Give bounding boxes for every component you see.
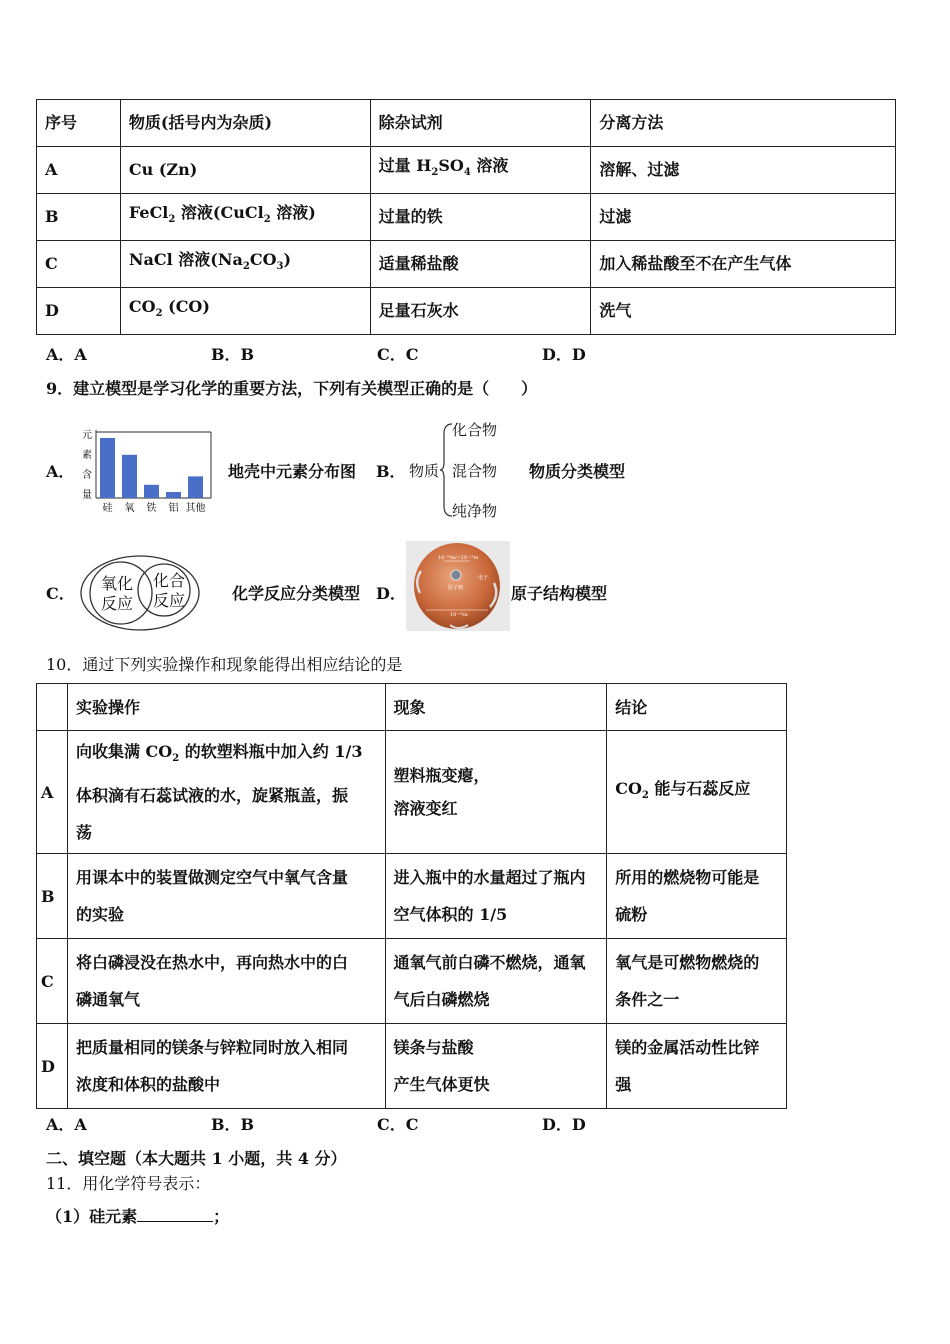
q10-option-d[interactable]: D．D [542, 1115, 586, 1134]
atom-top-scale: 10⁻¹⁴m～10⁻¹⁵m [438, 555, 479, 561]
venn-left-label [101, 574, 133, 614]
table-header-row [37, 684, 787, 731]
substance-cell: NaCl 溶液$(Na_2CO_3)$ [120, 241, 370, 288]
header-cell: 结论 [607, 684, 787, 731]
header-cell: 实验操作 [67, 684, 385, 731]
q9-option-d-label[interactable]: D． [376, 584, 406, 603]
x-tick-label: 铁 [146, 503, 157, 514]
classification-root: 物质 [409, 462, 440, 480]
venn-right-line: 反应 [153, 591, 186, 610]
chart-x-ticks [103, 501, 206, 514]
table-row [37, 241, 896, 288]
q9-option-a-caption: 地壳中元素分布图 [228, 462, 357, 481]
q9-stem: 9．建立模型是学习化学的重要方法，下列有关模型正确的是（ ） [46, 379, 538, 398]
electron-label: 电子 [478, 575, 489, 581]
classification-branch: 化合物 [452, 421, 498, 439]
chart-ylabel-char: 含 [82, 470, 92, 481]
reagent-cell: 适量稀盐酸 [370, 241, 591, 288]
reagent-cell: 过量的铁 [370, 194, 591, 241]
table-header-row [37, 100, 896, 147]
header-cell: 分离方法 [591, 100, 896, 147]
q9-option-b-caption: 物质分类模型 [529, 462, 626, 481]
header-cell: 物质(括号内为杂质) [120, 100, 370, 147]
experiment-table [36, 683, 787, 1109]
crust-element-bar-chart [76, 424, 216, 516]
table-row [37, 939, 787, 1024]
nucleus-label: 原子核 [448, 585, 464, 591]
row-id: B [37, 194, 121, 241]
conclusion-cell: $CO_2$ 能与石蕊反应 [607, 731, 787, 854]
impurity-removal-table [36, 99, 896, 335]
q10-option-b[interactable]: B．B [211, 1115, 255, 1134]
conclusion-cell: 镁的金属活动性比锌 强 [607, 1024, 787, 1109]
q10-option-a[interactable]: A．A [46, 1115, 87, 1134]
q9-option-a-label[interactable]: A． [46, 462, 75, 481]
x-tick-label: 氧 [124, 503, 135, 514]
q11-item-1-label: （1）硅元素 [46, 1207, 138, 1226]
bar-铁 [144, 485, 159, 498]
row-id: C [37, 241, 121, 288]
q10-option-c[interactable]: C．C [377, 1115, 419, 1134]
reagent-cell: 足量石灰水 [370, 288, 591, 335]
classification-branch: 混合物 [452, 462, 498, 480]
atom-bottom-scale: 10⁻¹⁰m [450, 612, 468, 618]
section-heading: 二、填空题（本大题共 1 小题，共 4 分） [46, 1149, 347, 1168]
substance-cell: $CO_2$ (CO) [120, 288, 370, 335]
header-cell: 现象 [385, 684, 607, 731]
q11-item-1 [46, 1204, 229, 1227]
venn-left-line: 氧化 [101, 574, 134, 593]
row-id: B [37, 854, 68, 939]
q11-stem: 11．用化学符号表示： [46, 1174, 211, 1193]
table-row [37, 194, 896, 241]
table-row [37, 731, 787, 854]
q9-option-c-label[interactable]: C． [46, 584, 75, 603]
header-cell: 序号 [37, 100, 121, 147]
x-tick-label: 其他 [185, 503, 206, 514]
table-row [37, 854, 787, 939]
method-cell: 加入稀盐酸至不在产生气体 [591, 241, 896, 288]
bar-硅 [100, 438, 115, 498]
table-row [37, 288, 896, 335]
phenomenon-cell: 塑料瓶变瘪， 溶液变红 [385, 731, 607, 854]
q8-option-b[interactable]: B．B [211, 345, 255, 364]
row-id: A [37, 731, 68, 854]
reagent-cell: 过量 $H_2SO_4$ 溶液 [370, 147, 591, 194]
conclusion-cell: 氧气是可燃物燃烧的 条件之一 [607, 939, 787, 1024]
operation-cell: 用课本中的装置做测定空气中氧气含量 的实验 [67, 854, 385, 939]
method-cell: 过滤 [591, 194, 896, 241]
atom-model-image [406, 541, 510, 631]
classification-branch: 纯净物 [452, 502, 498, 520]
phenomenon-cell: 通氧气前白磷不燃烧，通氧 气后白磷燃烧 [385, 939, 607, 1024]
x-tick-label: 铝 [168, 503, 179, 514]
q9-option-b-label[interactable]: B． [376, 462, 406, 481]
q9-option-d-caption: 原子结构模型 [511, 584, 608, 603]
q8-option-c[interactable]: C．C [377, 345, 419, 364]
q8-option-d[interactable]: D．D [542, 345, 586, 364]
answer-blank[interactable] [137, 1207, 213, 1222]
row-id: D [37, 1024, 68, 1109]
phenomenon-cell: 镁条与盐酸 产生气体更快 [385, 1024, 607, 1109]
method-cell: 溶解、过滤 [591, 147, 896, 194]
operation-cell: 向收集满 $CO_2$ 的软塑料瓶中加入约 1/3 体积滴有石蕊试液的水，旋紧瓶盖，振 荡 [67, 731, 385, 854]
x-tick-label: 硅 [102, 503, 113, 514]
substance-cell: FeCl$_2$ 溶液(CuCl$_2$ 溶液) [120, 194, 370, 241]
header-cell [37, 684, 68, 731]
chart-ylabel-char: 素 [82, 450, 92, 461]
chart-ylabel-char: 元 [82, 430, 92, 441]
row-id: D [37, 288, 121, 335]
bar-其他 [188, 476, 203, 498]
venn-left-line: 反应 [101, 594, 134, 613]
chart-ylabel-char: 量 [82, 490, 92, 501]
row-id: C [37, 939, 68, 1024]
table-row [37, 147, 896, 194]
venn-right-label [153, 571, 185, 611]
table-row [37, 1024, 787, 1109]
bar-氧 [122, 455, 137, 498]
header-cell: 除杂试剂 [370, 100, 591, 147]
venn-right-line: 化合 [153, 571, 186, 590]
substance-cell: Cu (Zn) [120, 147, 370, 194]
nucleus [451, 570, 461, 580]
conclusion-cell: 所用的燃烧物可能是 硫粉 [607, 854, 787, 939]
row-id: A [37, 147, 121, 194]
q9-option-c-caption: 化学反应分类模型 [232, 584, 361, 603]
q11-item-1-tail: ； [213, 1207, 230, 1226]
q8-option-a[interactable]: A．A [46, 345, 87, 364]
bar-铝 [166, 492, 181, 498]
method-cell: 洗气 [591, 288, 896, 335]
operation-cell: 把质量相同的镁条与锌粒同时放入相同 浓度和体积的盐酸中 [67, 1024, 385, 1109]
phenomenon-cell: 进入瓶中的水量超过了瓶内 空气体积的 1/5 [385, 854, 607, 939]
operation-cell: 将白磷浸没在热水中，再向热水中的白 磷通氧气 [67, 939, 385, 1024]
chart-bars [100, 438, 203, 498]
q10-stem: 10．通过下列实验操作和现象能得出相应结论的是 [46, 655, 403, 674]
